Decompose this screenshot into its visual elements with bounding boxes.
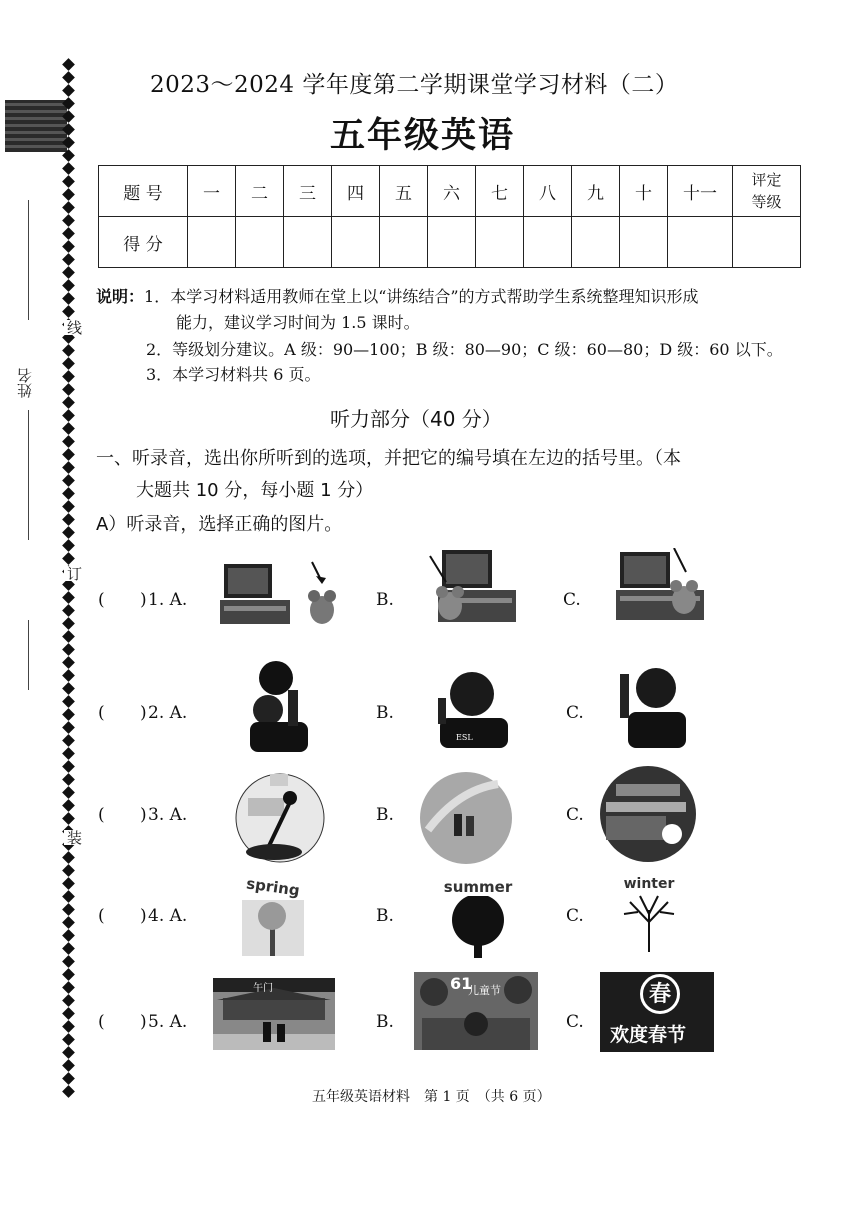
- binding-diamond: [62, 201, 75, 214]
- binding-diamond: [62, 955, 75, 968]
- col-header: 十: [620, 166, 668, 217]
- binding-diamond: [62, 175, 75, 188]
- binding-diamond: [62, 1085, 75, 1098]
- note-line-2: 2．等级划分建议。A 级：90—100；B 级：80—90；C 级：60—80；D 级：60 以下。: [146, 340, 783, 359]
- score-cell[interactable]: [428, 217, 476, 268]
- row-label-number: 题 号: [99, 166, 188, 217]
- binding-diamond: [62, 136, 75, 149]
- binding-diamond: [62, 734, 75, 747]
- childrens-day-picture-b: 61 儿童节: [414, 972, 538, 1050]
- binding-diamond: [62, 903, 75, 916]
- binding-diamond: [62, 383, 75, 396]
- tv-mouse-picture-b: [428, 548, 523, 628]
- tv-mouse-picture-c: [614, 548, 714, 628]
- binding-diamond: [62, 292, 75, 305]
- score-cell[interactable]: [476, 217, 524, 268]
- computer-keyboard-picture-c: [598, 764, 698, 864]
- table-row: [99, 166, 801, 217]
- option-c-label: C.: [566, 1012, 584, 1032]
- spring-festival-picture-c: 春 欢度春节: [600, 972, 714, 1052]
- answer-paren-close: ): [140, 1012, 147, 1032]
- binding-diamond: [62, 604, 75, 617]
- tv-mouse-picture-a: [218, 560, 346, 632]
- option-b-label: B.: [376, 590, 394, 610]
- binding-diamond: [62, 552, 75, 565]
- binding-diamond: [62, 279, 75, 292]
- binding-diamond: [62, 58, 75, 71]
- binding-diamond: [62, 526, 75, 539]
- binding-diamond: [62, 227, 75, 240]
- binding-diamond: [62, 864, 75, 877]
- note-line-3: 3．本学习材料共 6 页。: [146, 365, 321, 384]
- row-label-score: 得 分: [99, 217, 188, 268]
- score-cell[interactable]: [524, 217, 572, 268]
- section1-instruction-cont: 大题共 10 分，每小题 1 分）: [136, 480, 374, 501]
- answer-paren-open[interactable]: (: [98, 1012, 105, 1032]
- option-c-label: C.: [566, 906, 584, 926]
- option-b-label: B.: [376, 906, 394, 926]
- binding-diamond: [62, 708, 75, 721]
- score-cell[interactable]: [236, 217, 284, 268]
- binding-diamond: [62, 71, 75, 84]
- col-header: 六: [428, 166, 476, 217]
- score-table: [98, 165, 801, 268]
- binding-diamond: [62, 1072, 75, 1085]
- binding-diamond: [62, 448, 75, 461]
- binding-diamond: [62, 266, 75, 279]
- answer-paren-open[interactable]: (: [98, 906, 105, 926]
- score-cell[interactable]: [188, 217, 236, 268]
- option-b-label: B.: [376, 703, 394, 723]
- binding-diamond: [62, 84, 75, 97]
- col-header: 三: [284, 166, 332, 217]
- binding-diamond: [62, 123, 75, 136]
- binding-diamond: [62, 877, 75, 890]
- binding-diamond: [62, 357, 75, 370]
- col-header: 八: [524, 166, 572, 217]
- binding-diamond: [62, 851, 75, 864]
- table-row: [99, 217, 801, 268]
- winter-tree-picture-c: winter: [618, 876, 680, 956]
- binding-diamond: [62, 253, 75, 266]
- binding-diamond: [62, 747, 75, 760]
- subject-title: 五年级英语: [330, 115, 516, 156]
- binding-diamond: [62, 981, 75, 994]
- score-cell[interactable]: [620, 217, 668, 268]
- binding-diamond: [62, 422, 75, 435]
- question-number: 1. A.: [148, 590, 188, 610]
- binding-diamond: [62, 630, 75, 643]
- binding-diamond: [62, 344, 75, 357]
- binding-diamond: [62, 474, 75, 487]
- touch-nose-picture-b: [430, 668, 512, 748]
- grade-cell[interactable]: [733, 217, 801, 268]
- question-number: 3. A.: [148, 805, 188, 825]
- question-number: 2. A.: [148, 703, 188, 723]
- col-header: 九: [572, 166, 620, 217]
- sub-instruction-a: A）听录音，选择正确的图片。: [96, 514, 343, 535]
- binding-diamond-border: [58, 60, 80, 1110]
- binding-diamond: [62, 110, 75, 123]
- binding-diamond: [62, 812, 75, 825]
- listening-title: 听力部分（40 分）: [330, 407, 502, 431]
- note-line-1b: 能力，建议学习时间为 1.5 课时。: [176, 313, 420, 332]
- binding-diamond: [62, 890, 75, 903]
- binding-diamond: [62, 500, 75, 513]
- binding-diamond: [62, 682, 75, 695]
- answer-paren-close: ): [140, 906, 147, 926]
- answer-paren-open[interactable]: (: [98, 590, 105, 610]
- answer-paren-open[interactable]: (: [98, 703, 105, 723]
- line-mark: 线: [65, 320, 83, 335]
- binding-diamond: [62, 656, 75, 669]
- question-number: 4. A.: [148, 906, 188, 926]
- binding-diamond: [62, 370, 75, 383]
- answer-paren-close: ): [140, 703, 147, 723]
- binding-diamond: [62, 721, 75, 734]
- binding-diamond: [62, 968, 75, 981]
- binding-diamond: [62, 396, 75, 409]
- page-title: 2023～2024 学年度第二学期课堂学习材料（二）: [150, 72, 679, 98]
- binding-diamond: [62, 643, 75, 656]
- svg-text:ESL: ESL: [456, 733, 473, 742]
- option-b-label: B.: [376, 805, 394, 825]
- binding-diamond: [62, 97, 75, 110]
- binding-diamond: [62, 435, 75, 448]
- grade-header: 评定 等级: [733, 166, 801, 217]
- binding-line: [28, 620, 29, 690]
- answer-paren-close: ): [140, 805, 147, 825]
- answer-paren-open[interactable]: (: [98, 805, 105, 825]
- binding-diamond: [62, 695, 75, 708]
- binding-diamond: [62, 1020, 75, 1033]
- binding-diamond: [62, 539, 75, 552]
- binding-diamond: [62, 214, 75, 227]
- binding-line: [28, 410, 29, 540]
- wave-hand-picture-c: [614, 664, 688, 748]
- binding-diamond: [62, 669, 75, 682]
- binding-diamond: [62, 305, 75, 318]
- binding-diamond: [62, 916, 75, 929]
- spring-tree-picture-a: spring: [238, 878, 308, 962]
- binding-diamond: [62, 188, 75, 201]
- note-line-1: 说明：1．本学习材料适用教师在堂上以“讲练结合”的方式帮助学生系统整理知识形成: [96, 287, 699, 306]
- binding-diamond: [62, 1059, 75, 1072]
- binding-diamond: [62, 513, 75, 526]
- binding-diamond: [62, 617, 75, 630]
- binding-diamond: [62, 942, 75, 955]
- col-header: 七: [476, 166, 524, 217]
- option-c-label: C.: [563, 590, 581, 610]
- binding-diamond: [62, 487, 75, 500]
- bind-mark: 装: [65, 830, 83, 845]
- option-c-label: C.: [566, 703, 584, 723]
- binding-diamond: [62, 591, 75, 604]
- score-cell[interactable]: [380, 217, 428, 268]
- col-header: 五: [380, 166, 428, 217]
- score-cell[interactable]: [572, 217, 620, 268]
- name-label: 姓名: [16, 368, 34, 398]
- forbidden-city-picture-a: 午门: [213, 978, 335, 1050]
- score-cell[interactable]: [668, 217, 733, 268]
- binding-diamond: [62, 1033, 75, 1046]
- score-cell[interactable]: [284, 217, 332, 268]
- answer-paren-close: ): [140, 590, 147, 610]
- binding-diamond: [62, 760, 75, 773]
- binding-diamond: [62, 240, 75, 253]
- order-mark: 订: [65, 566, 83, 581]
- binding-diamond: [62, 461, 75, 474]
- great-wall-picture-b: [418, 770, 514, 866]
- binding-diamond: [62, 162, 75, 175]
- binding-diamond: [62, 929, 75, 942]
- option-b-label: B.: [376, 1012, 394, 1032]
- binding-diamond: [62, 409, 75, 422]
- binding-diamond: [62, 1046, 75, 1059]
- binding-diamond: [62, 799, 75, 812]
- section1-instruction: 一、听录音，选出你所听到的选项，并把它的编号填在左边的括号里。（本: [96, 448, 681, 469]
- col-header: 二: [236, 166, 284, 217]
- question-number: 5. A.: [148, 1012, 188, 1032]
- skating-picture-a: [234, 768, 326, 864]
- binding-line: [28, 200, 29, 320]
- binding-diamond: [62, 786, 75, 799]
- col-header: 十一: [668, 166, 733, 217]
- col-header: 四: [332, 166, 380, 217]
- col-header: 一: [188, 166, 236, 217]
- option-c-label: C.: [566, 805, 584, 825]
- binding-diamond: [62, 1007, 75, 1020]
- summer-tree-picture-b: summer: [440, 878, 516, 962]
- binding-diamond: [62, 149, 75, 162]
- touch-head-picture-a: [240, 660, 312, 752]
- binding-diamond: [62, 773, 75, 786]
- page-footer: 五年级英语材料 第 1 页 （共 6 页）: [312, 1089, 551, 1105]
- score-cell[interactable]: [332, 217, 380, 268]
- binding-diamond: [62, 994, 75, 1007]
